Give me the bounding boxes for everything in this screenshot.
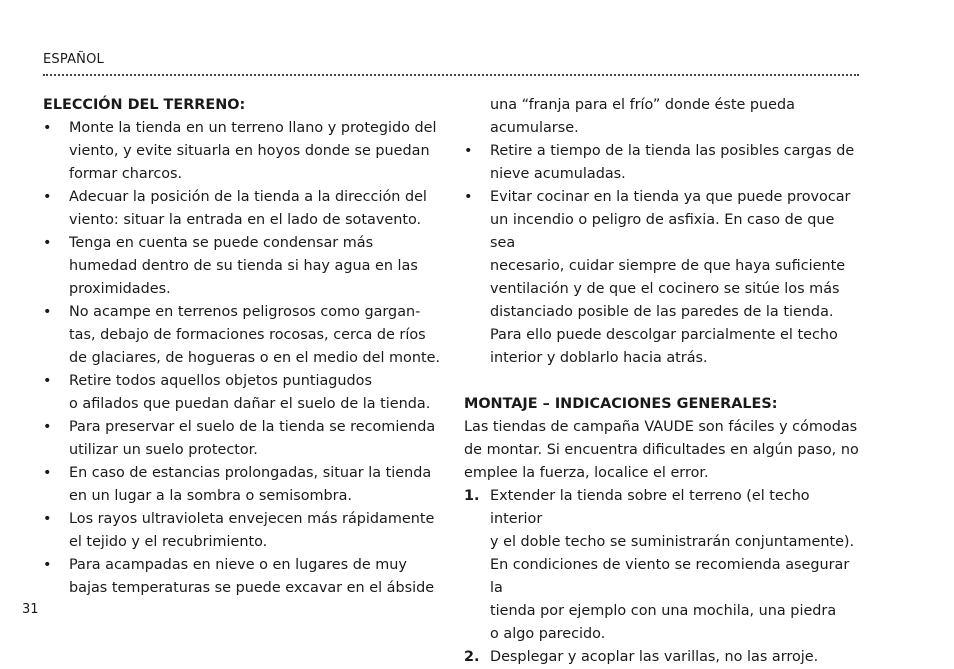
text-line: tienda por ejemplo con una mochila, una piedra	[490, 603, 837, 619]
bullet-marker: •	[464, 143, 473, 159]
text-line: un incendio o peligro de asfixia. En caso de que sea	[490, 212, 835, 251]
bullet-marker: •	[43, 465, 52, 481]
step-number: 1.	[464, 488, 480, 504]
text-line: Retire todos aquellos objetos puntiagudos	[69, 373, 372, 389]
terrain-bullet-list	[43, 117, 443, 600]
list-item	[464, 140, 864, 186]
bullet-marker: •	[464, 189, 473, 205]
text-line: Para acampadas en nieve o en lugares de muy	[69, 557, 407, 573]
text-line: Para ello puede descolgar parcialmente el techo	[490, 327, 838, 343]
list-item	[464, 186, 864, 370]
text-line: Monte la tienda en un terreno llano y protegido del	[69, 120, 437, 136]
bullet-marker: •	[43, 557, 52, 573]
section-heading-assembly: MONTAJE – INDICACIONES GENERALES:	[464, 396, 778, 412]
dotted-divider	[43, 74, 859, 76]
text-line: de montar. Si encuentra dificultades en algún paso, no	[464, 442, 859, 458]
text-line: de glaciares, de hogueras o en el medio del monte.	[69, 350, 441, 366]
text-line: o afilados que puedan dañar el suelo de la tienda.	[69, 396, 431, 412]
text-line: Adecuar la posición de la tienda a la dirección del	[69, 189, 427, 205]
list-item	[43, 301, 443, 370]
step-item	[464, 646, 864, 669]
text-line: Retire a tiempo de la tienda las posibles cargas de	[490, 143, 855, 159]
text-line: en un lugar a la sombra o semisombra.	[69, 488, 352, 504]
bullet-marker: •	[43, 189, 52, 205]
bullet-marker: •	[43, 120, 52, 136]
bullet-marker: •	[43, 373, 52, 389]
list-item	[43, 416, 443, 462]
list-item	[43, 117, 443, 186]
left-column	[43, 94, 443, 600]
text-line: bajas temperaturas se puede excavar en el ábside	[69, 580, 435, 596]
section-spacer	[464, 370, 864, 393]
text-line: Tenga en cuenta se puede condensar más	[69, 235, 374, 251]
text-line: Los rayos ultravioleta envejecen más rápidamente	[69, 511, 435, 527]
text-line: distanciado posible de las paredes de la tienda.	[490, 304, 834, 320]
bullet-marker: •	[43, 419, 52, 435]
text-line: Extender la tienda sobre el terreno (el techo interior	[490, 488, 810, 527]
assembly-intro	[464, 416, 864, 485]
text-line: el tejido y el recubrimiento.	[69, 534, 268, 550]
tips-bullet-list	[464, 140, 864, 370]
list-item	[43, 186, 443, 232]
text-line: En condiciones de viento se recomienda asegurar la	[490, 557, 850, 596]
text-line: formar charcos.	[69, 166, 183, 182]
text-line: No acampe en terrenos peligrosos como gargan-	[69, 304, 421, 320]
text-line: viento, y evite situarla en hoyos donde se puedan	[69, 143, 430, 159]
assembly-steps-list	[464, 485, 864, 669]
text-line: utilizar un suelo protector.	[69, 442, 258, 458]
list-item	[43, 554, 443, 600]
section-heading-terrain: ELECCIÓN DEL TERRENO:	[43, 97, 246, 113]
step-number: 2.	[464, 649, 480, 665]
bullet-marker: •	[43, 235, 52, 251]
text-line: Para preservar el suelo de la tienda se recomienda	[69, 419, 436, 435]
text-line: nieve acumuladas.	[490, 166, 626, 182]
text-line: En caso de estancias prolongadas, situar la tienda	[69, 465, 432, 481]
text-line: necesario, cuidar siempre de que haya suficiente	[490, 258, 846, 274]
text-line: emplee la fuerza, localice el error.	[464, 465, 709, 481]
text-line: interior y doblarlo hacia atrás.	[490, 350, 708, 366]
right-column	[464, 94, 864, 669]
language-header: ESPAÑOL	[43, 52, 104, 67]
step-item	[464, 485, 864, 646]
bullet-marker: •	[43, 511, 52, 527]
text-line: una “franja para el frío” donde éste pueda	[490, 97, 795, 113]
continued-bullet-text	[464, 94, 864, 140]
text-line: y el doble techo se suministrarán conjuntamente).	[490, 534, 855, 550]
text-line: acumularse.	[490, 120, 579, 136]
list-item	[43, 232, 443, 301]
list-item	[43, 370, 443, 416]
text-line: viento: situar la entrada en el lado de sotavento.	[69, 212, 422, 228]
text-line: ventilación y de que el cocinero se sitúe los más	[490, 281, 840, 297]
text-line: Evitar cocinar en la tienda ya que puede provocar	[490, 189, 851, 205]
list-item	[43, 462, 443, 508]
text-line: Las tiendas de campaña VAUDE son fáciles y cómodas	[464, 419, 858, 435]
text-line: Desplegar y acoplar las varillas, no las arroje.	[490, 649, 819, 665]
text-line: humedad dentro de su tienda si hay agua en las	[69, 258, 418, 274]
text-line: proximidades.	[69, 281, 171, 297]
page-number: 31	[22, 602, 39, 617]
text-line: o algo parecido.	[490, 626, 606, 642]
bullet-marker: •	[43, 304, 52, 320]
text-line: tas, debajo de formaciones rocosas, cerca de ríos	[69, 327, 426, 343]
list-item	[43, 508, 443, 554]
